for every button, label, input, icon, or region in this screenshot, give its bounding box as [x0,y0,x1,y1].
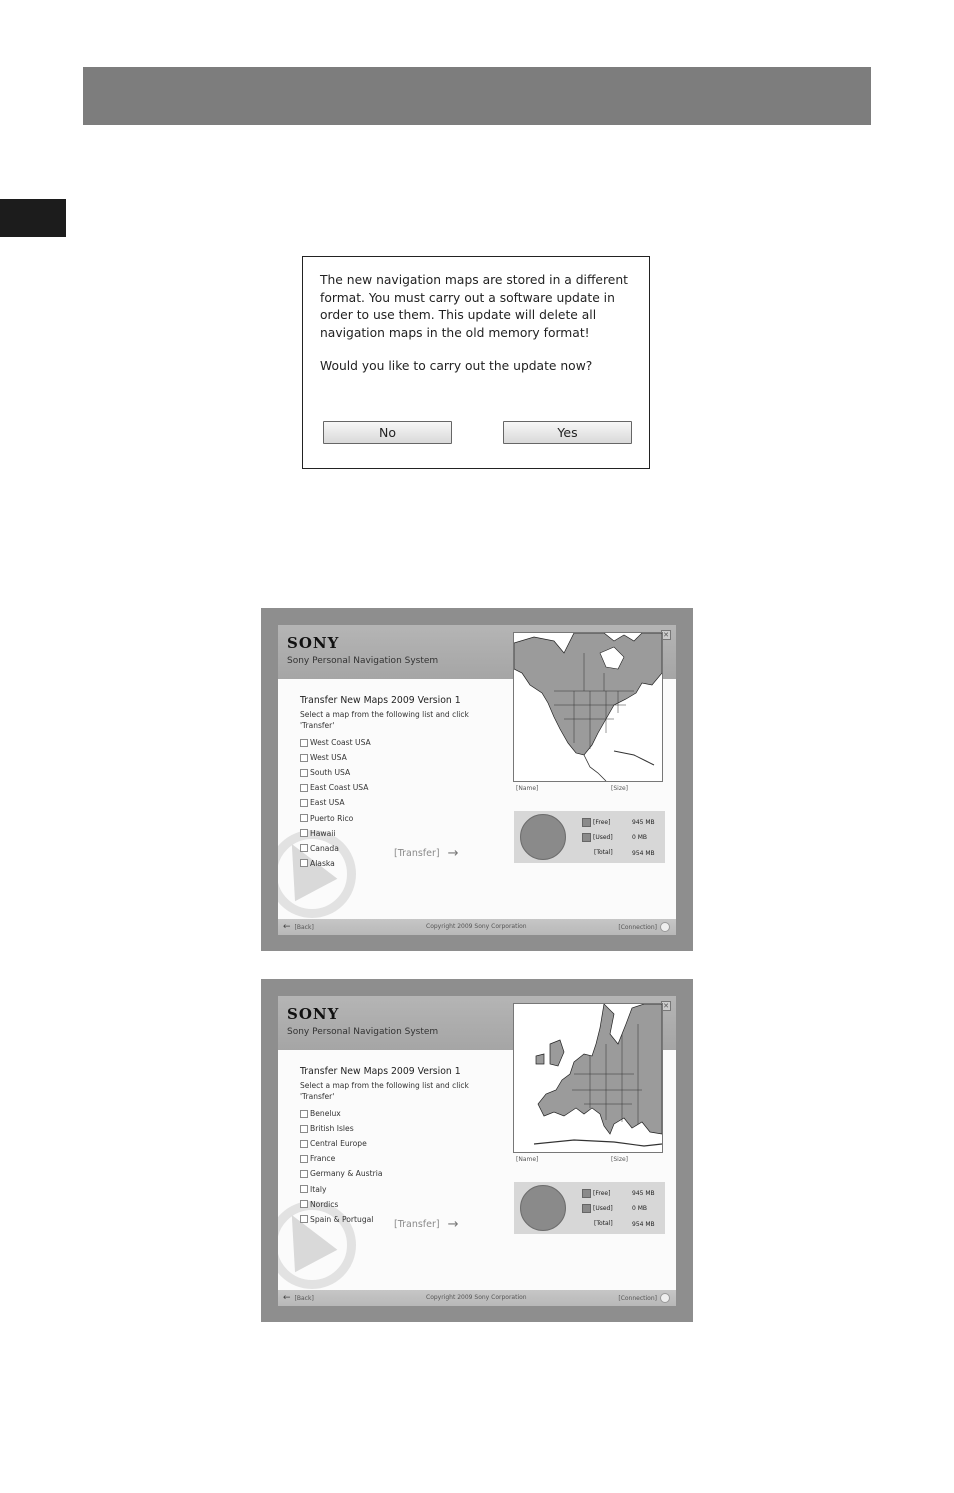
map-item-label: France [310,1154,336,1164]
europe-map [514,1004,662,1152]
checkbox[interactable] [300,859,308,867]
map-item-label: Canada [310,843,339,853]
checkbox[interactable] [300,754,308,762]
size-label: [Size] [611,1156,628,1163]
checkbox[interactable] [300,844,308,852]
storage-panel [514,1182,665,1234]
legend-used: [Used] [582,1204,613,1213]
checkbox[interactable] [300,1140,308,1148]
map-list-item[interactable] [300,1106,382,1121]
app-window-frame [278,996,676,1306]
storage-pie-chart [520,1185,566,1231]
checkbox[interactable] [300,829,308,837]
list-title: Transfer New Maps 2009 Version 1 [300,695,461,706]
legend-total: [Total] [594,1220,613,1227]
legend-swatch [582,1189,591,1198]
map-item-label: Benelux [310,1109,341,1119]
transfer-label: [Transfer] [394,1219,440,1230]
map-item-label: Italy [310,1184,327,1194]
transfer-label: [Transfer] [394,848,440,859]
dialog-message: The new navigation maps are stored in a different format. You must carry out a software update in order to use them. This update will delete all navigation maps in the old memory format! [320,273,628,340]
name-label: [Name] [516,785,539,792]
map-item-label: British Isles [310,1124,354,1134]
map-list-item[interactable] [300,735,371,750]
legend-swatch [582,833,591,842]
arrow-right-icon: → [447,1217,459,1232]
legend-swatch [582,818,591,827]
close-icon[interactable]: ✕ [661,630,671,640]
size-label: [Size] [611,785,628,792]
arrow-left-icon: ← [283,1293,291,1303]
map-list-item[interactable] [300,1121,382,1136]
update-dialog [302,256,650,469]
checkbox[interactable] [300,1185,308,1193]
status-bar [278,919,676,935]
total-value: 954 MB [632,1221,655,1228]
connection-status: [Connection] [618,922,670,932]
map-item-label: Hawaii [310,828,336,838]
arrow-left-icon: ← [283,922,291,932]
arrow-right-icon: → [447,846,459,861]
legend-free: [Free] [582,1189,610,1198]
map-list-item[interactable] [300,826,371,841]
app-window-frame [278,625,676,935]
checkbox[interactable] [300,1215,308,1223]
connection-status: [Connection] [618,1293,670,1303]
checkbox[interactable] [300,1200,308,1208]
map-list-item[interactable] [300,1151,382,1166]
map-item-label: Germany & Austria [310,1169,383,1179]
map-list-item[interactable] [300,1212,382,1227]
map-list-item[interactable] [300,780,371,795]
checkbox[interactable] [300,1110,308,1118]
map-list-item[interactable] [300,795,371,810]
map-item-label: Puerto Rico [310,813,354,823]
copyright-text: Copyright 2009 Sony Corporation [426,923,527,930]
free-value: 945 MB [632,819,655,826]
connection-indicator-icon [660,1293,670,1303]
app-window-north-america [261,608,693,951]
list-instruction: Select a map from the following list and click 'Transfer' [300,1081,469,1101]
legend-used: [Used] [582,833,613,842]
map-list [300,735,371,871]
checkbox[interactable] [300,799,308,807]
app-subtitle: Sony Personal Navigation System [287,656,439,666]
dialog-question: Would you like to carry out the update now? [320,359,593,373]
checkbox[interactable] [300,1155,308,1163]
map-preview-europe [513,1003,663,1153]
map-item-label: Spain & Portugal [310,1214,374,1224]
sony-logo: SONY [287,634,340,652]
back-button[interactable]: ← [Back] [283,922,314,932]
map-list-item[interactable] [300,810,371,825]
transfer-button[interactable] [394,846,459,861]
map-item-label: West Coast USA [310,738,371,748]
used-value: 0 MB [632,1205,648,1212]
header-bar [83,67,871,125]
status-bar [278,1290,676,1306]
legend-swatch [582,1204,591,1213]
map-list-item[interactable] [300,765,371,780]
map-item-label: Central Europe [310,1139,367,1149]
storage-pie-chart [520,814,566,860]
app-subtitle: Sony Personal Navigation System [287,1027,439,1037]
side-tab [0,199,66,237]
checkbox[interactable] [300,1170,308,1178]
map-list-item[interactable] [300,1197,382,1212]
copyright-text: Copyright 2009 Sony Corporation [426,1294,527,1301]
checkbox[interactable] [300,1125,308,1133]
list-instruction: Select a map from the following list and click 'Transfer' [300,710,469,730]
map-list-item[interactable] [300,1136,382,1151]
map-item-label: Alaska [310,858,335,868]
no-button[interactable]: No [323,421,452,444]
free-value: 945 MB [632,1190,655,1197]
yes-button[interactable]: Yes [503,421,632,444]
map-list-item[interactable] [300,856,371,871]
checkbox[interactable] [300,814,308,822]
checkbox[interactable] [300,769,308,777]
total-value: 954 MB [632,850,655,857]
legend-free: [Free] [582,818,610,827]
sony-logo: SONY [287,1005,340,1023]
transfer-button[interactable] [394,1217,459,1232]
back-button[interactable]: ← [Back] [283,1293,314,1303]
map-list-item[interactable] [300,841,371,856]
app-window-europe [261,979,693,1322]
name-label: [Name] [516,1156,539,1163]
list-title: Transfer New Maps 2009 Version 1 [300,1066,461,1077]
map-item-label: South USA [310,768,351,778]
map-item-label: West USA [310,753,347,763]
storage-panel [514,811,665,863]
north-america-map [514,633,662,781]
map-item-label: Nordics [310,1199,339,1209]
map-preview-north-america [513,632,663,782]
close-icon[interactable]: ✕ [661,1001,671,1011]
map-list-item[interactable] [300,750,371,765]
map-item-label: East Coast USA [310,783,369,793]
checkbox[interactable] [300,739,308,747]
map-item-label: East USA [310,798,345,808]
legend-total: [Total] [594,849,613,856]
used-value: 0 MB [632,834,648,841]
map-list-item[interactable] [300,1181,382,1196]
map-list [300,1106,382,1227]
map-list-item[interactable] [300,1166,382,1181]
checkbox[interactable] [300,784,308,792]
connection-indicator-icon [660,922,670,932]
